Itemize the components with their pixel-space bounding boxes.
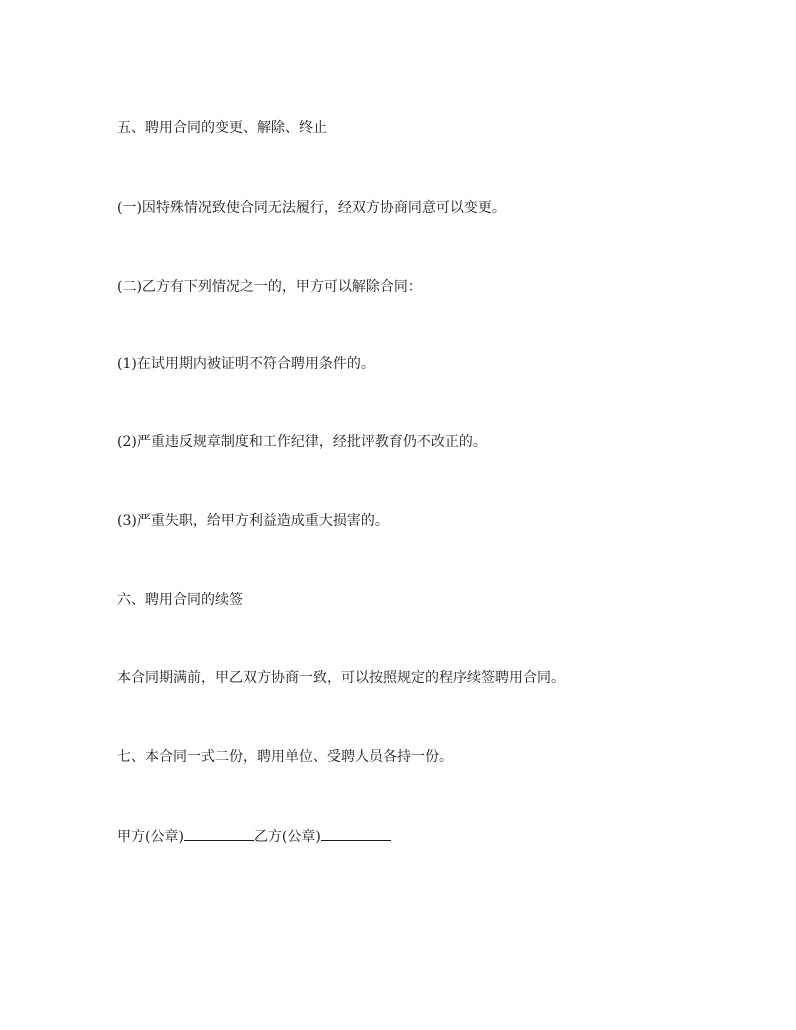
party-b-blank	[321, 826, 391, 841]
renewal-paragraph: 本合同期满前，甲乙双方协商一致，可以按照规定的程序续签聘用合同。	[117, 670, 565, 686]
sub-clause-3: (3)严重失职，给甲方利益造成重大损害的。	[117, 513, 389, 529]
party-a-label: 甲方(公章)	[117, 829, 184, 845]
sub-clause-1: (1)在试用期内被证明不符合聘用条件的。	[117, 356, 375, 372]
party-b-label: 乙方(公章)	[253, 829, 321, 845]
section-heading-6: 六、聘用合同的续签	[117, 592, 243, 608]
sub-clause-2: (2)严重违反规章制度和工作纪律，经批评教育仍不改正的。	[117, 434, 487, 450]
party-a-blank	[184, 826, 254, 841]
section-heading-7: 七、本合同一式二份，聘用单位、受聘人员各持一份。	[117, 749, 453, 765]
signature-line	[117, 826, 391, 847]
clause-2: (二)乙方有下列情况之一的，甲方可以解除合同：	[117, 279, 422, 295]
clause-1: (一)因特殊情况致使合同无法履行，经双方协商同意可以变更。	[117, 200, 506, 216]
section-heading-5: 五、聘用合同的变更、解除、终止	[117, 120, 327, 136]
